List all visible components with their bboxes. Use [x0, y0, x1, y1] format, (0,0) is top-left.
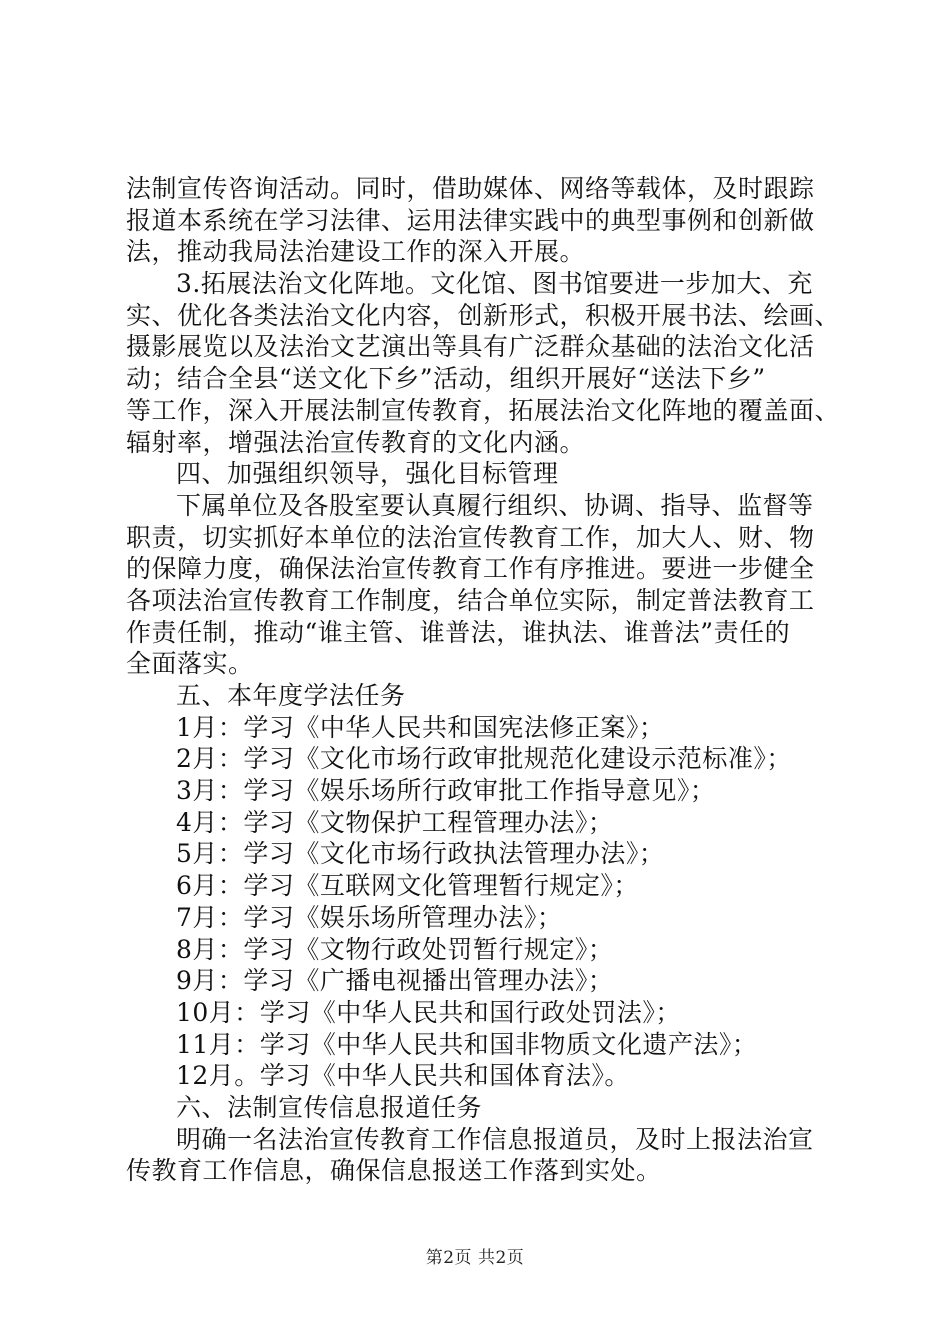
- text-line: 五、本年度学法任务: [176, 681, 406, 710]
- text-line: 摄影展览以及法治文艺演出等具有广泛群众基础的法治文化活: [126, 332, 815, 362]
- text-line: 传教育工作信息，确保信息报送工作落到实处。: [126, 1156, 662, 1186]
- text-line: 六、法制宣传信息报道任务: [176, 1092, 483, 1122]
- text-line: 报道本系统在学习法律、运用法律实践中的典型事例和创新做: [126, 205, 815, 235]
- text-line: 法，推动我局法治建设工作的深入开展。: [126, 237, 586, 267]
- text-line: 等工作，深入开展法制宣传教育，拓展法治文化阵地的覆盖面、: [126, 395, 841, 425]
- page-footer: 第2页 共2页: [425, 1248, 525, 1268]
- text-line: 辐射率，增强法治宣传教育的文化内涵。: [126, 427, 586, 457]
- text-line: 4月：学习《文物保护工程管理办法》；: [176, 807, 614, 837]
- text-line: 作责任制，推动“谁主管、谁普法，谁执法、谁普法”责任的: [126, 617, 791, 647]
- text-line: 5月：学习《文化市场行政执法管理办法》；: [176, 839, 665, 869]
- text-line: 12月。学习《中华人民共和国体育法》。: [176, 1061, 630, 1091]
- text-line: 的保障力度，确保法治宣传教育工作有序推进。要进一步健全: [126, 554, 815, 584]
- text-line: 各项法治宣传教育工作制度，结合单位实际，制定普法教育工: [126, 585, 815, 615]
- text-line: 明确一名法治宣传教育工作信息报道员，及时上报法治宣: [176, 1124, 814, 1154]
- text-line: 下属单位及各股室要认真履行组织、协调、指导、监督等: [176, 490, 814, 520]
- text-line: 全面落实。: [126, 649, 254, 679]
- text-line: 法制宣传咨询活动。同时，借助媒体、网络等载体，及时跟踪: [126, 174, 815, 203]
- text-line: 9月：学习《广播电视播出管理办法》；: [176, 966, 614, 996]
- text-line: 8月：学习《文物行政处罚暂行规定》；: [176, 934, 614, 964]
- text-line: 6月：学习《互联网文化管理暂行规定》；: [176, 871, 639, 901]
- text-line: 3月：学习《娱乐场所行政审批工作指导意见》；: [176, 776, 716, 806]
- text-line: 1月：学习《中华人民共和国宪法修正案》；: [176, 712, 665, 742]
- text-line: 职责，切实抓好本单位的法治宣传教育工作，加大人、财、物: [126, 522, 815, 552]
- text-line: 2月：学习《文化市场行政审批规范化建设示范标准》；: [176, 744, 792, 774]
- text-line: 11月：学习《中华人民共和国非物质文化遗产法》；: [176, 1029, 758, 1059]
- document-body: [126, 173, 841, 1187]
- text-line: 动；结合全县“送文化下乡”活动，组织开展好“送法下乡”: [126, 364, 766, 394]
- text-line: 四、加强组织领导，强化目标管理: [176, 459, 559, 489]
- text-line: 3.拓展法治文化阵地。文化馆、图书馆要进一步加大、充: [176, 269, 813, 299]
- text-line: 实、优化各类法治文化内容，创新形式，积极开展书法、绘画、: [126, 300, 841, 330]
- text-line: 7月：学习《娱乐场所管理办法》；: [176, 902, 563, 932]
- text-line: 10月：学习《中华人民共和国行政处罚法》；: [176, 997, 681, 1027]
